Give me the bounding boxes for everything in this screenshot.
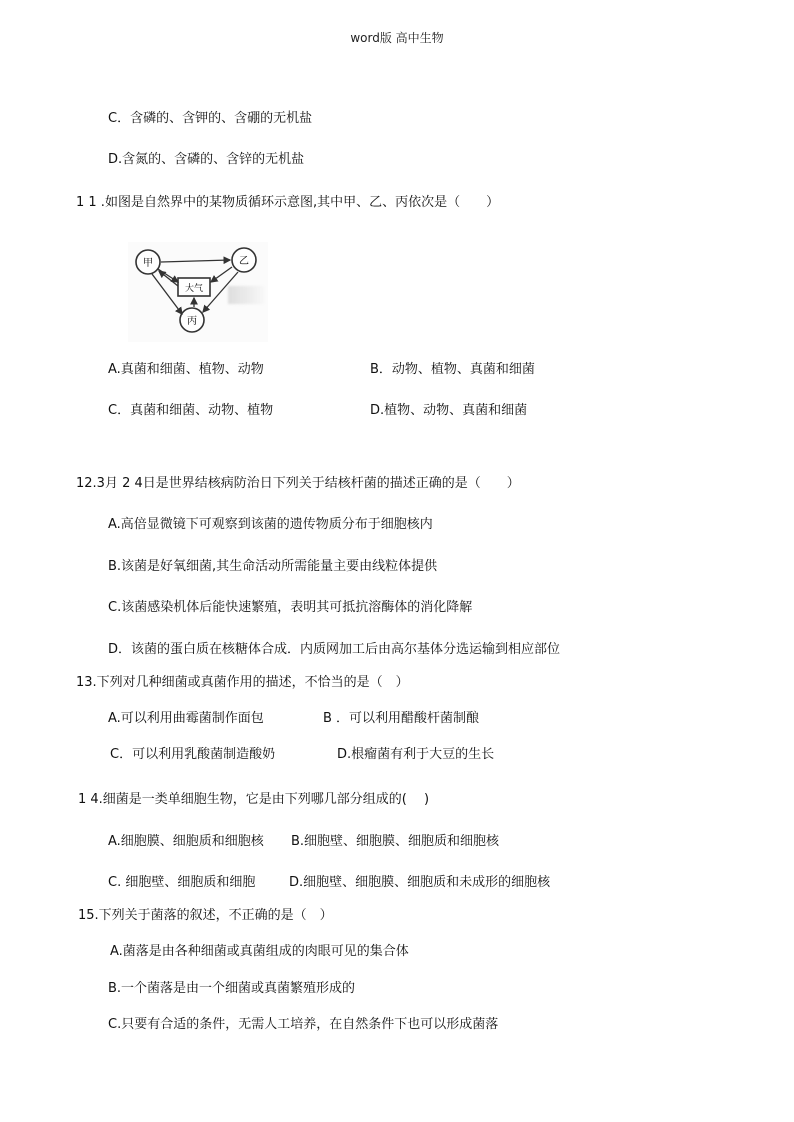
q12-stem: 12.3月 2 4日是世界结核病防治日下列关于结核杆菌的描述正确的是（ ） — [76, 476, 520, 491]
q13-option-a: A.可以利用曲霉菌制作面包 — [108, 711, 264, 726]
q12-option-a: A.高倍显微镜下可观察到该菌的遗传物质分布于细胞核内 — [108, 517, 433, 532]
q13-stem: 13.下列对几种细菌或真菌作用的描述，不恰当的是（ ） — [76, 675, 409, 690]
q14-stem: 1 4.细菌是一类单细胞生物，它是由下列哪几部分组成的( ) — [78, 792, 430, 807]
q10-option-c: C．含磷的、含钾的、含硼的无机盐 — [108, 111, 313, 126]
q14-option-c: C. 细胞壁、细胞质和细胞 — [108, 875, 256, 890]
q12-option-b: B.该菌是好氧细菌,其生命活动所需能量主要由线粒体提供 — [108, 559, 438, 574]
q14-option-a: A.细胞膜、细胞质和细胞核 — [108, 834, 264, 849]
center-label: 大气 — [184, 284, 204, 294]
node-a-label: 甲 — [143, 258, 153, 269]
q15-option-a: A.菌落是由各种细菌或真菌组成的肉眼可见的集合体 — [110, 944, 409, 959]
q15-option-b: B.一个菌落是由一个细菌或真菌繁殖形成的 — [108, 981, 356, 996]
q11-stem: 1 1 .如图是自然界中的某物质循环示意图,其中甲、乙、丙依次是（ ） — [76, 195, 500, 210]
q15-option-c: C.只要有合适的条件，无需人工培养，在自然条件下也可以形成菌落 — [108, 1017, 499, 1032]
q11-option-a: A.真菌和细菌、植物、动物 — [108, 362, 264, 377]
node-c-label: 丙 — [187, 316, 197, 327]
scan-smudge — [228, 286, 264, 304]
q14-option-d: D.细胞壁、细胞膜、细胞质和未成形的细胞核 — [289, 875, 551, 890]
q12-option-d: D．该菌的蛋白质在核糖体合成．内质网加工后由高尔基体分选运输到相应部位 — [108, 642, 561, 657]
q13-option-d: D.根瘤菌有利于大豆的生长 — [337, 747, 495, 762]
node-b-label: 乙 — [239, 256, 249, 267]
page-header: word版 高中生物 — [350, 31, 444, 45]
q11-option-b: B．动物、植物、真菌和细菌 — [370, 362, 535, 377]
q12-option-c: C.该菌感染机体后能快速繁殖，表明其可抵抗溶酶体的消化降解 — [108, 600, 473, 615]
q10-option-d: D.含氮的、含磷的、含锌的无机盐 — [108, 152, 305, 167]
q11-option-d: D.植物、动物、真菌和细菌 — [370, 403, 528, 418]
q13-option-c: C．可以利用乳酸菌制造酸奶 — [110, 747, 276, 762]
q14-option-b: B.细胞壁、细胞膜、细胞质和细胞核 — [291, 834, 500, 849]
q11-option-c: C．真菌和细菌、动物、植物 — [108, 403, 274, 418]
q15-stem: 15.下列关于菌落的叙述，不正确的是（ ） — [78, 908, 333, 923]
q13-option-b: B ．可以利用醋酸杆菌制酿 — [323, 711, 480, 726]
